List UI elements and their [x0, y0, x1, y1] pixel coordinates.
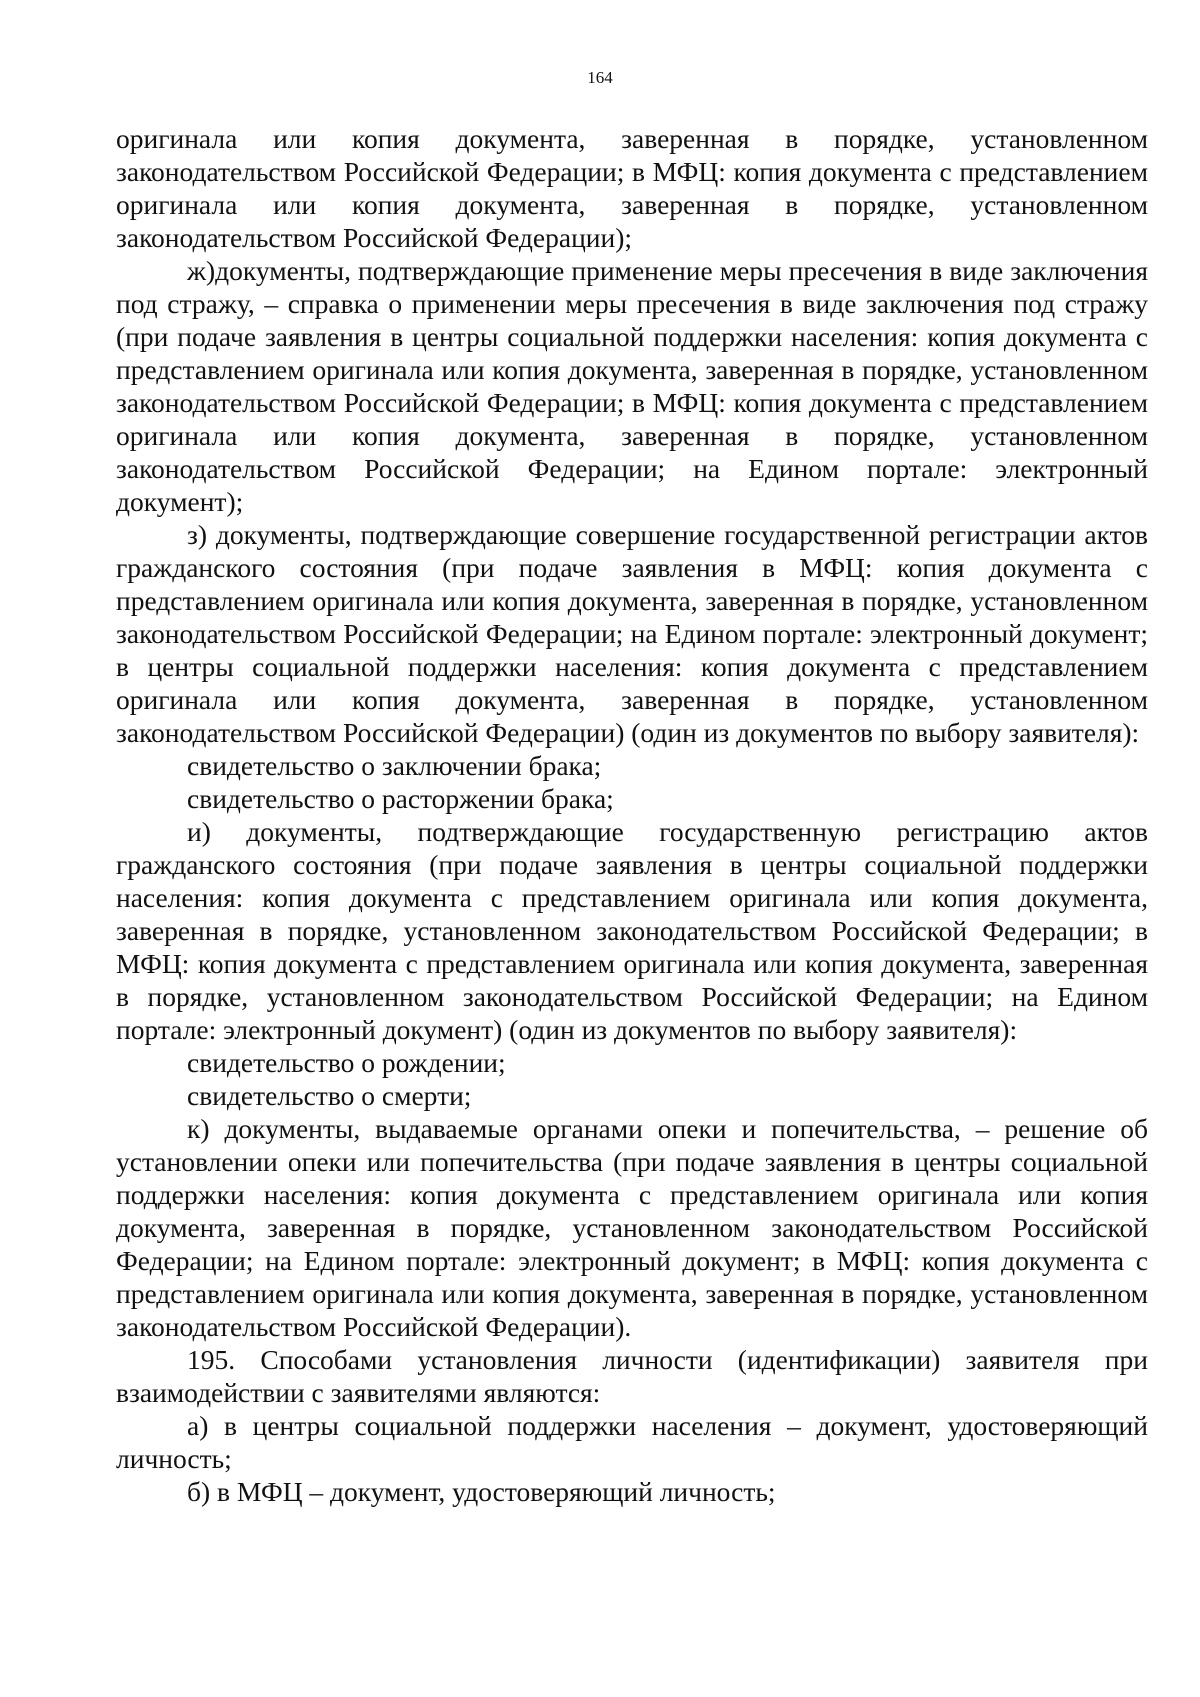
paragraph-item-i: и) документы, подтверждающие государственную регистрацию актов гражданского состояния (при подаче заявления в центры социальной поддержки населения: копия документа с представлением оригинала или копия документа, заверенная в порядке, установленном законодательством Российской Федерации; в МФЦ: копия документа с представлением оригинала или копия документа, заверенная в порядке, установленном законодательством Российской Федерации; на Едином портале: электронный документ) (один из документов по выбору заявителя):	[116, 816, 1148, 1045]
paragraph-continuation: оригинала или копия документа, заверенная в порядке, установленном законодательством Российской Федерации; в МФЦ: копия документа с представлением оригинала или копия документа, заверенная в порядке, установленном законодательством Российской Федерации);	[116, 123, 1148, 253]
list-item-death-certificate: свидетельство о смерти;	[187, 1080, 472, 1111]
paragraph-item-zh: ж)документы, подтверждающие применение меры пресечения в виде заключения под стражу, – справка о применении меры пресечения в виде заключения под стражу (при подаче заявления в центры социальной поддержки населения: копия документа с представлением оригинала или копия документа, заверенная в порядке, установленном законодательством Российской Федерации; в МФЦ: копия документа с представлением оригинала или копия документа, заверенная в порядке, установленном законодательством Российской Федерации; на Едином портале: электронный документ);	[116, 255, 1148, 517]
page-number: 164	[587, 68, 613, 87]
paragraph-clause-195: 195. Способами установления личности (идентификации) заявителя при взаимодействии с заявителями являются:	[116, 1344, 1148, 1408]
paragraph-item-k: к) документы, выдаваемые органами опеки и попечительства, – решение об установлении опеки или попечительства (при подаче заявления в центры социальной поддержки населения: копия документа с представлением оригинала или копия документа, заверенная в порядке, установленном законодательством Российской Федерации; на Едином портале: электронный документ; в МФЦ: копия документа с представлением оригинала или копия документа, заверенная в порядке, установленном законодательством Российской Федерации).	[116, 1113, 1148, 1342]
document-body	[116, 122, 1148, 1508]
list-item-marriage-certificate: свидетельство о заключении брака;	[187, 750, 602, 781]
paragraph-item-a: а) в центры социальной поддержки населения – документ, удостоверяющий личность;	[116, 1410, 1148, 1474]
list-item-birth-certificate: свидетельство о рождении;	[187, 1047, 506, 1078]
list-item-divorce-certificate: свидетельство о расторжении брака;	[187, 783, 614, 814]
paragraph-item-z: з) документы, подтверждающие совершение государственной регистрации актов гражданского состояния (при подаче заявления в МФЦ: копия документа с представлением оригинала или копия документа, заверенная в порядке, установленном законодательством Российской Федерации; на Едином портале: электронный документ; в центры социальной поддержки населения: копия документа с представлением оригинала или копия документа, заверенная в порядке, установленном законодательством Российской Федерации) (один из документов по выбору заявителя):	[116, 519, 1148, 748]
paragraph-item-b: б) в МФЦ – документ, удостоверяющий личность;	[187, 1476, 776, 1507]
